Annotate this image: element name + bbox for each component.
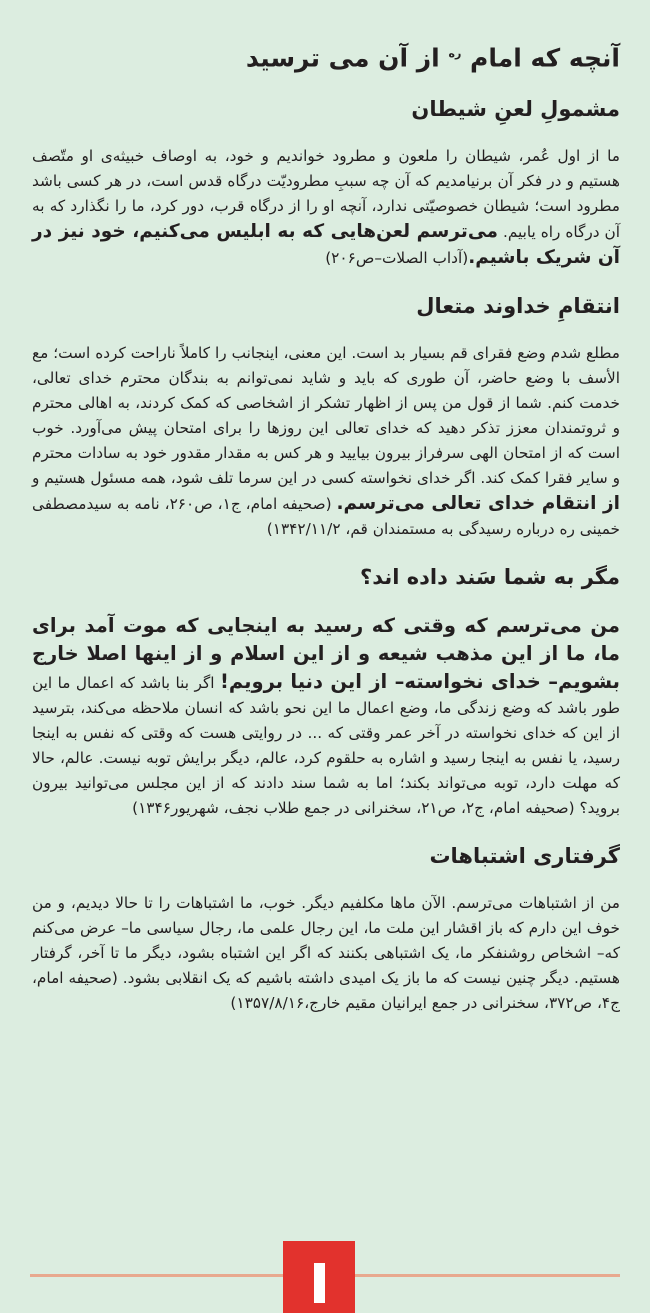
section-paragraph — [32, 612, 620, 821]
body-text: من از اشتباهات می‌ترسم. الآن ماها مکلفیم دیگر. خوب، ما اشتباهات را تا حالا دیدیم، و من خوف این دارم که باز اقشار این ملت ما، این رجال علمی ما، رجال سیاسی ما– عرض می‌کنم که– اشخاص روشنفکر ما، یک اشتباهی بکنند که اگر این اشتباه بشود، دیگر ما تا آخر، گرفتار هستیم. دیگر چنین نیست که ما باز یک امیدی داشته باشیم که یک انقلابی بشود. (صحیفه امام، ج۴، ص۳۷۲، سخنرانی در جمع ایرانیان مقیم خارج،۱۳۵۷/۸/۱۶) — [32, 894, 620, 1013]
section-heading: انتقامِ خداوند متعال — [416, 294, 620, 319]
body-text: (صحیفه امام، ج۱، ص۲۶۰، نامه به سیدمصطفی خمینی ره درباره رسیدگی به مستمندان قم، ۱۳۴۲/۱۱/۲) — [32, 495, 620, 539]
page-title — [32, 36, 620, 76]
body-text: اگر بنا باشد که اعمال ما این طور باشد که وضع زندگی ما، وضع اعمال ما این نحو باشد که انسان ملاحظه می‌کند، بترسید از این که خدای نخواسته در آخر عمر وقتی که ... در روایتی هست که وقتی که نفس به اینجا رسید، یا نفس به اینجا رسید و اشاره به حلقوم کرد، عالم، دیگر برایش توبه نیست. عالم، حالا که مهلت دارد، توبه می‌تواند بکند؛ اما به شما سند دادند که از این مجلس می‌توانید بیرون بروید؟ (صحیفه امام، ج۲، ص۲۱، سخنرانی در جمع طلاب نجف، شهریور۱۳۴۶) — [32, 674, 620, 818]
section-heading: مشمولِ لعنِ شیطان — [411, 97, 620, 122]
title-text-after: از آن می ترسید — [245, 43, 440, 73]
section-heading: مگر به شما سَند داده اند؟ — [360, 565, 620, 590]
section-heading: گرفتاری اشتباهات — [429, 844, 620, 869]
section-paragraph — [32, 891, 620, 1016]
section-paragraph — [32, 341, 620, 542]
title-text: آنچه که امام — [470, 43, 620, 73]
page-badge — [283, 1241, 355, 1313]
body-text: مطلع شدم وضع فقرای قم بسیار بد است. این معنی، اینجانب را کاملاً ناراحت کرده است؛ مع الأسف با وضع حاضر، آن طوری که باید و شاید نمی‌توانم به بندگان محترم خدای تعالی، خدمت کنم. شما از قول من پس از اظهار تشکر از اشخاصی که کمک کردند، به اهالی محترم و ثروتمندان معزز تذکر دهید که خدای تعالی این روزها را برای امتحان پیش می‌آورد. خوب است که از امتحان الهی سرفراز بیرون بیایید و هر کس به مقدار مقدور خود به سادات محترم و سایر فقرا کمک کند. اگر خدای نخواسته کسی در این سرما تلف شود، همه مسئول هستیم و — [32, 344, 620, 488]
emphasis-text: می‌ترسم لعن‌هایی که به ابلیس می‌کنیم، خود نیز در آن شریک باشیم. — [32, 221, 620, 269]
section-paragraph — [32, 144, 620, 271]
page-marker-icon — [314, 1263, 325, 1303]
emphasis-text: از انتقام خدای تعالی می‌ترسم. — [336, 493, 620, 515]
body-text: (آداب الصلات–ص۲۰۶) — [325, 249, 469, 268]
body-text: ما از اول عُمر، شیطان را ملعون و مطرود خواندیم و خود، به اوصاف خبیثه‌ی او متّصف هستیم و در فکر آن برنیامدیم که آن چه سببِ مطرودیّت درگاه قدس است، در هر کسی باشد مطرود است؛ شیطان خصوصیّتی ندارد، آنچه او را از درگاه قرب، دور کرد، ما را نگذارد که به آن درگاه راه یابیم. — [32, 147, 620, 242]
emphasis-text: من می‌ترسم که وقتی که رسید به اینجایی که موت آمد برای ما، ما از این مذهب شیعه و از این اسلام و از اینها اصلا خارج بشویم– خدای نخواسته– از این دنیا برویم! — [32, 614, 620, 694]
sections — [32, 94, 620, 1016]
honorific: ره — [448, 47, 462, 60]
